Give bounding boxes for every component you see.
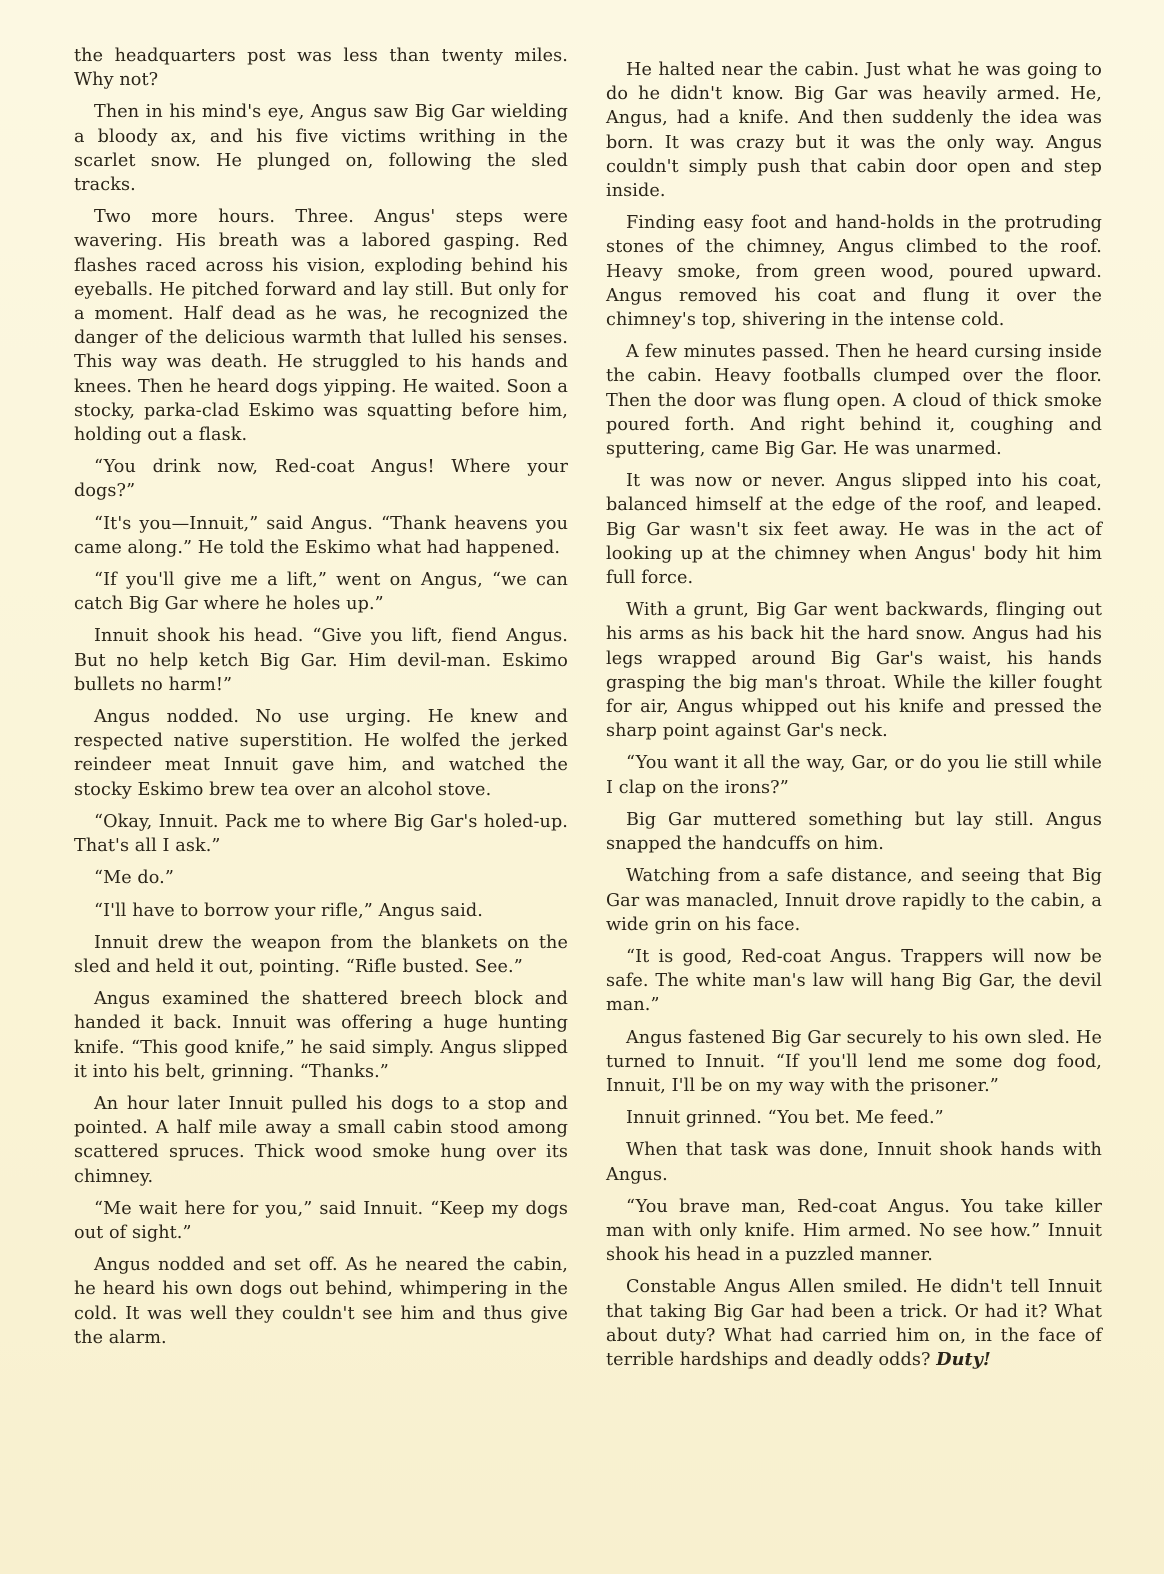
paragraph: Two more hours. Three. Angus' steps were wavering. His breath was a labored gasping. Red flashes raced across his vision, exploding behind his eyeballs. He pitched forward and lay still. But only for a moment. Half dead as he was, he recognized the danger of the delicious warmth that lulled his senses. This way was death. He struggled to his hands and knees. Then he heard dogs yipping. He waited. Soon a stocky, parka-clad Eskimo was squatting before him, holding out a flask.: [74, 207, 568, 446]
paragraph: “If you'll give me a lift,” went on Angus, “we can catch Big Gar where he holes up.”: [74, 570, 568, 615]
paragraph: “You brave man, Red-coat Angus. You take killer man with only knife. Him armed. No see how.” Innuit shook his head in a puzzled manner.: [606, 1196, 1102, 1266]
final-paragraph: [606, 1275, 1102, 1372]
paragraph: Finding easy foot and hand-holds in the protruding stones of the chimney, Angus climbed to the roof. Heavy smoke, from green wood, poured upward. Angus removed his coat and flung it over the chimney's top, shivering in the intense cold.: [606, 213, 1102, 331]
paragraph: When that task was done, Innuit shook hands with Angus.: [606, 1140, 1102, 1185]
paragraph: Then in his mind's eye, Angus saw Big Gar wielding a bloody ax, and his five victims writhing in the scarlet snow. He plunged on, following the sled tracks.: [74, 102, 568, 196]
paragraph: With a grunt, Big Gar went backwards, flinging out his arms as his back hit the hard snow. Angus had his legs wrapped around Big Gar's waist, his hands grasping the big man's throat. While the killer fought for air, Angus whipped out his knife and pressed the sharp point against Gar's neck.: [606, 600, 1102, 742]
right-column: [606, 58, 1102, 1380]
paragraph: It was now or never. Angus slipped into his coat, balanced himself at the edge of the roof, and leaped. Big Gar wasn't six feet away. He was in the act of looking up at the chimney when Angus' body hit him full force.: [606, 471, 1102, 589]
paragraph: Innuit drew the weapon from the blankets on the sled and held it out, pointing. “Rifle busted. See.”: [74, 932, 568, 977]
paragraph: “Me wait here for you,” said Innuit. “Keep my dogs out of sight.”: [74, 1198, 568, 1243]
final-paragraph-text: Constable Angus Allen smiled. He didn't tell Innuit that taking Big Gar had been a trick. Or had it? What about duty? What had carried him on, in the face of terrible hardships and deadly odds?: [606, 1277, 1102, 1370]
paragraph: the headquarters post was less than twenty miles. Why not?: [74, 46, 568, 91]
paragraph: “Okay, Innuit. Pack me to where Big Gar's holed-up. That's all I ask.”: [74, 811, 568, 857]
paragraph: Innuit shook his head. “Give you lift, fiend Angus. But no help ketch Big Gar. Him devil-man. Eskimo bullets no harm!”: [74, 626, 568, 695]
paragraph: “It's you—Innuit,” said Angus. “Thank heavens you came along.” He told the Eskimo what had happened.: [74, 513, 568, 558]
paragraph: A few minutes passed. Then he heard cursing inside the cabin. Heavy footballs clumped over the floor. Then the door was flung open. A cloud of thick smoke poured forth. And right behind it, coughing and sputtering, came Big Gar. He was unarmed.: [606, 342, 1102, 460]
paragraph: Angus examined the shattered breech block and handed it back. Innuit was offering a huge hunting knife. “This good knife,” he said simply. Angus slipped it into his belt, grinning. “Thanks.”: [74, 989, 568, 1082]
paragraph: “Me do.”: [94, 868, 174, 889]
paragraph: “You want it all the way, Gar, or do you lie still while I clap on the irons?”: [606, 753, 1102, 798]
paragraph: “You drink now, Red-coat Angus! Where your dogs?”: [74, 457, 568, 502]
paragraph: Innuit grinned. “You bet. Me feed.”: [626, 1108, 944, 1129]
signoff: Duty!: [936, 1348, 991, 1370]
paragraph: Big Gar muttered something but lay still. Angus snapped the handcuffs on him.: [606, 809, 1102, 855]
paragraph: He halted near the cabin. Just what he was going to do he didn't know. Big Gar was heavily armed. He, Angus, had a knife. And then suddenly the idea was born. It was crazy but it was the only way. Angus couldn't simply push that cabin door open and step inside.: [606, 60, 1102, 202]
paragraph: “It is good, Red-coat Angus. Trappers will now be safe. The white man's law will hang Big Gar, the devil man.”: [606, 946, 1102, 1016]
paragraph: An hour later Innuit pulled his dogs to a stop and pointed. A half mile away a small cabin stood among scattered spruces. Thick wood smoke hung over its chimney.: [74, 1093, 568, 1187]
paragraph: Watching from a safe distance, and seeing that Big Gar was manacled, Innuit drove rapidly to the cabin, a wide grin on his face.: [606, 866, 1102, 935]
paragraph: Angus fastened Big Gar securely to his own sled. He turned to Innuit. “If you'll lend me some dog food, Innuit, I'll be on my way with the prisoner.”: [606, 1027, 1102, 1096]
paragraph: Angus nodded. No use urging. He knew and respected native superstition. He wolfed the jerked reindeer meat Innuit gave him, and watched the stocky Eskimo brew tea over an alcohol stove.: [74, 707, 568, 800]
left-column: [74, 44, 568, 1358]
paragraph: “I'll have to borrow your rifle,” Angus said.: [94, 900, 483, 921]
paragraph: Angus nodded and set off. As he neared the cabin, he heard his own dogs out behind, whimpering in the cold. It was well they couldn't see him and thus give the alarm.: [74, 1255, 568, 1348]
